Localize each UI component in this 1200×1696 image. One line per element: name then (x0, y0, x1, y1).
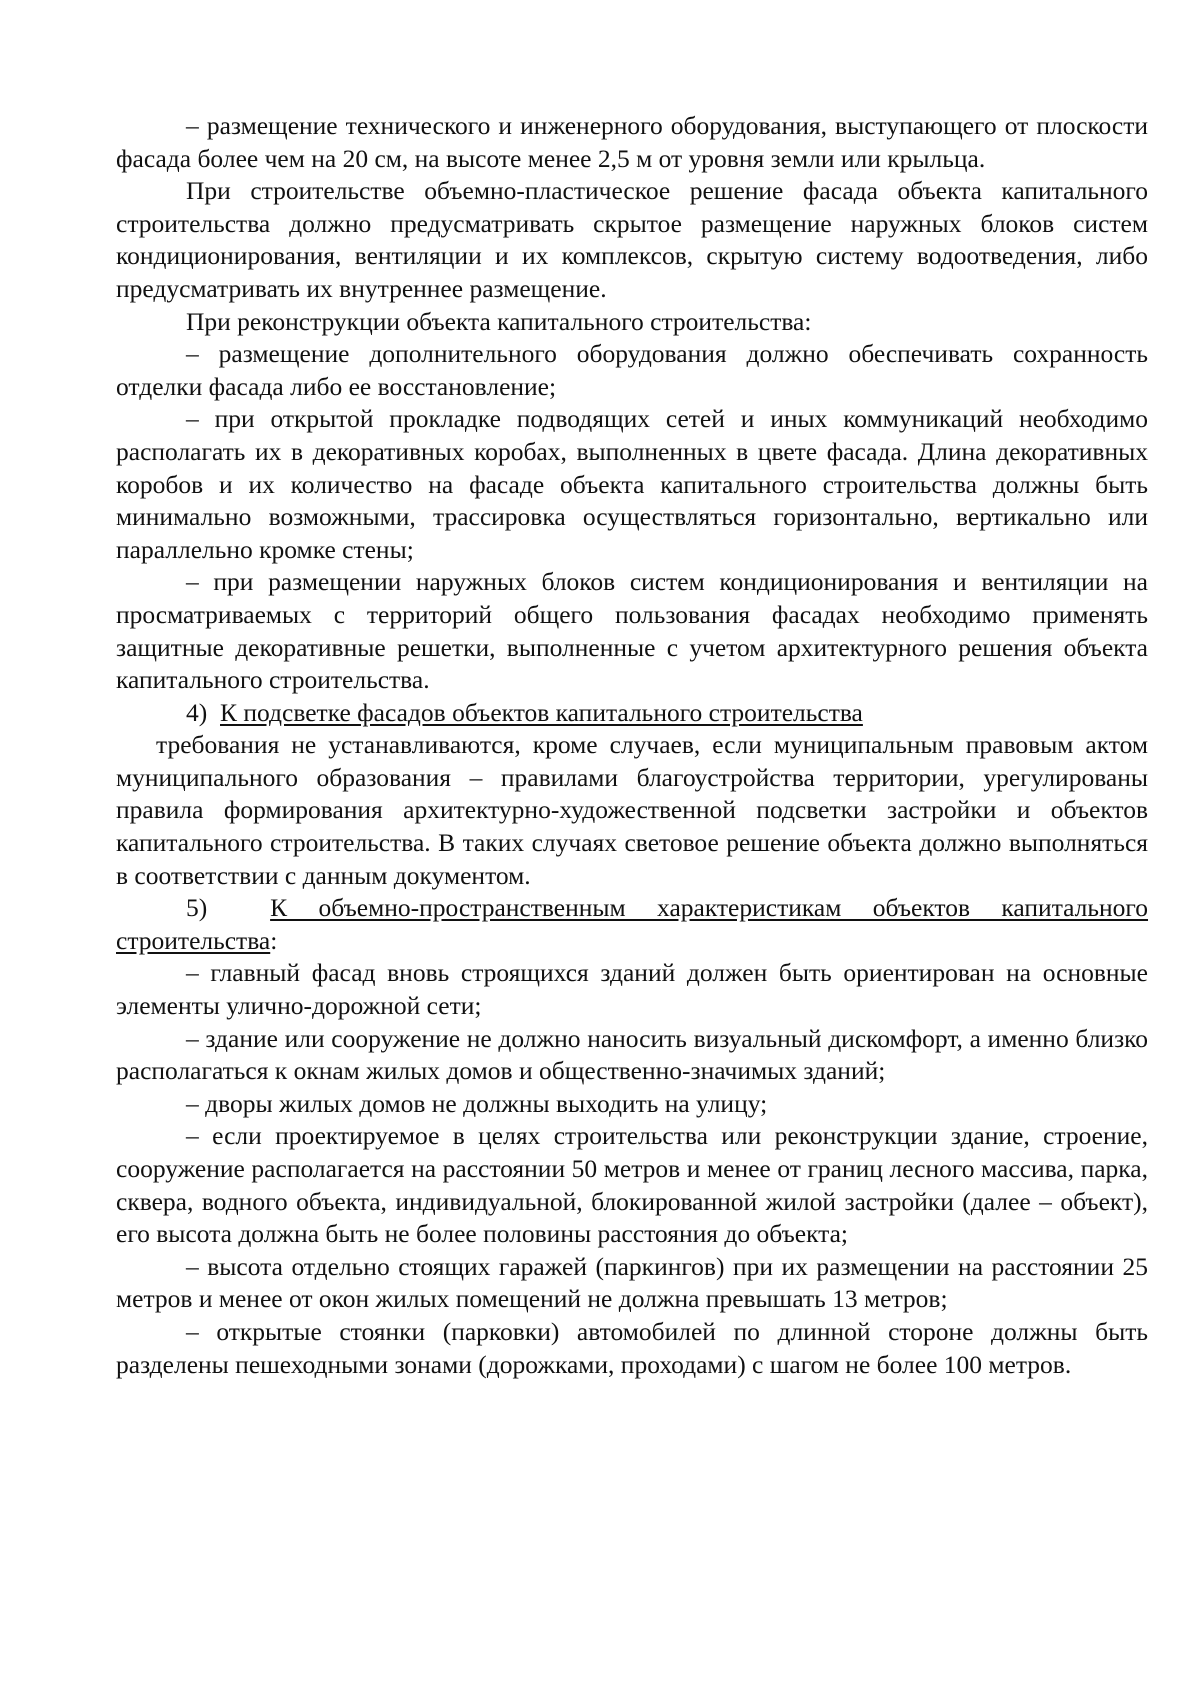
section-5-heading (116, 892, 1148, 957)
paragraph-open-networks: – при открытой прокладке подводящих сетей и иных коммуникаций необходимо располагать их в декоративных коробах, выполненных в цвете фасада. Длина декоративных коробов и их количество на фасаде объекта капитального строительства должны быть минимально возможными, трассировка осуществляться горизонтально, вертикально или параллельно кромке стены; (116, 404, 1148, 564)
paragraph-outdoor-units: – при размещении наружных блоков систем кондиционирования и вентиляции на просматриваемых с территорий общего пользования фасадах необходимо применять защитные декоративные решетки, выполненные с учетом архитектурного решения объекта капитального строительства. (116, 567, 1148, 695)
section-5-item-garages: – высота отдельно стоящих гаражей (паркингов) при их размещении на расстоянии 25 метров и менее от окон жилых помещений не должна превышать 13 метров; (116, 1251, 1148, 1314)
paragraph-reconstruction-intro: При реконструкции объекта капитального строительства: (186, 306, 812, 336)
section-5-item-building-height: – если проектируемое в целях строительства или реконструкции здание, строение, сооружение располагается на расстоянии 50 метров и менее от границ лесного массива, парка, сквера, водного объекта, индивидуальной, блокированной жилой застройки (далее – объект), его высота должна быть не более половины расстояния до объекта; (116, 1121, 1148, 1249)
section-5-item-parking: – открытые стоянки (парковки) автомобилей по длинной стороне должны быть разделены пешеходными зонами (дорожками, проходами) с шагом не более 100 метров. (116, 1316, 1148, 1379)
section-4-text: требования не устанавливаются, кроме случаев, если муниципальным правовым актом муниципального образования – правилами благоустройства территории, урегулированы правила формирования архитектурно-художественной подсветки застройки и объектов капитального строительства. В таких случаях световое решение объекта должно выполняться в соответствии с данным документом. (116, 730, 1148, 890)
section-4-heading (116, 697, 1148, 730)
paragraph-additional-equipment: – размещение дополнительного оборудования должно обеспечивать сохранность отделки фасада либо ее восстановление; (116, 339, 1148, 401)
section-4-number: 4) (186, 697, 208, 727)
section-5-title: К объемно-пространственным характеристикам объектов капитального строительства (116, 893, 1149, 955)
paragraph-equipment-placement: – размещение технического и инженерного оборудования, выступающего от плоскости фасада более чем на 20 см, на высоте менее 2,5 м от уровня земли или крыльца. (116, 111, 1148, 173)
section-5-number: 5) (186, 893, 208, 923)
section-5-colon: : (270, 925, 278, 955)
document-page (116, 110, 1148, 1381)
section-5-item-visual-discomfort: – здание или сооружение не должно наносить визуальный дискомфорт, а именно близко располагаться к окнам жилых домов и общественно-значимых зданий; (116, 1023, 1148, 1086)
section-5-item-main-facade: – главный фасад вновь строящихся зданий должен быть ориентирован на основные элементы улично-дорожной сети; (116, 958, 1148, 1021)
section-5-item-courtyards: – дворы жилых домов не должны выходить на улицу; (186, 1088, 768, 1118)
section-4-title: К подсветке фасадов объектов капитального строительства (220, 697, 863, 727)
paragraph-construction: При строительстве объемно-пластическое решение фасада объекта капитального строительства должно предусматривать скрытое размещение наружных блоков систем кондиционирования, вентиляции и их комплексов, скрытую систему водоотведения, либо предусматривать их внутреннее размещение. (116, 176, 1148, 303)
